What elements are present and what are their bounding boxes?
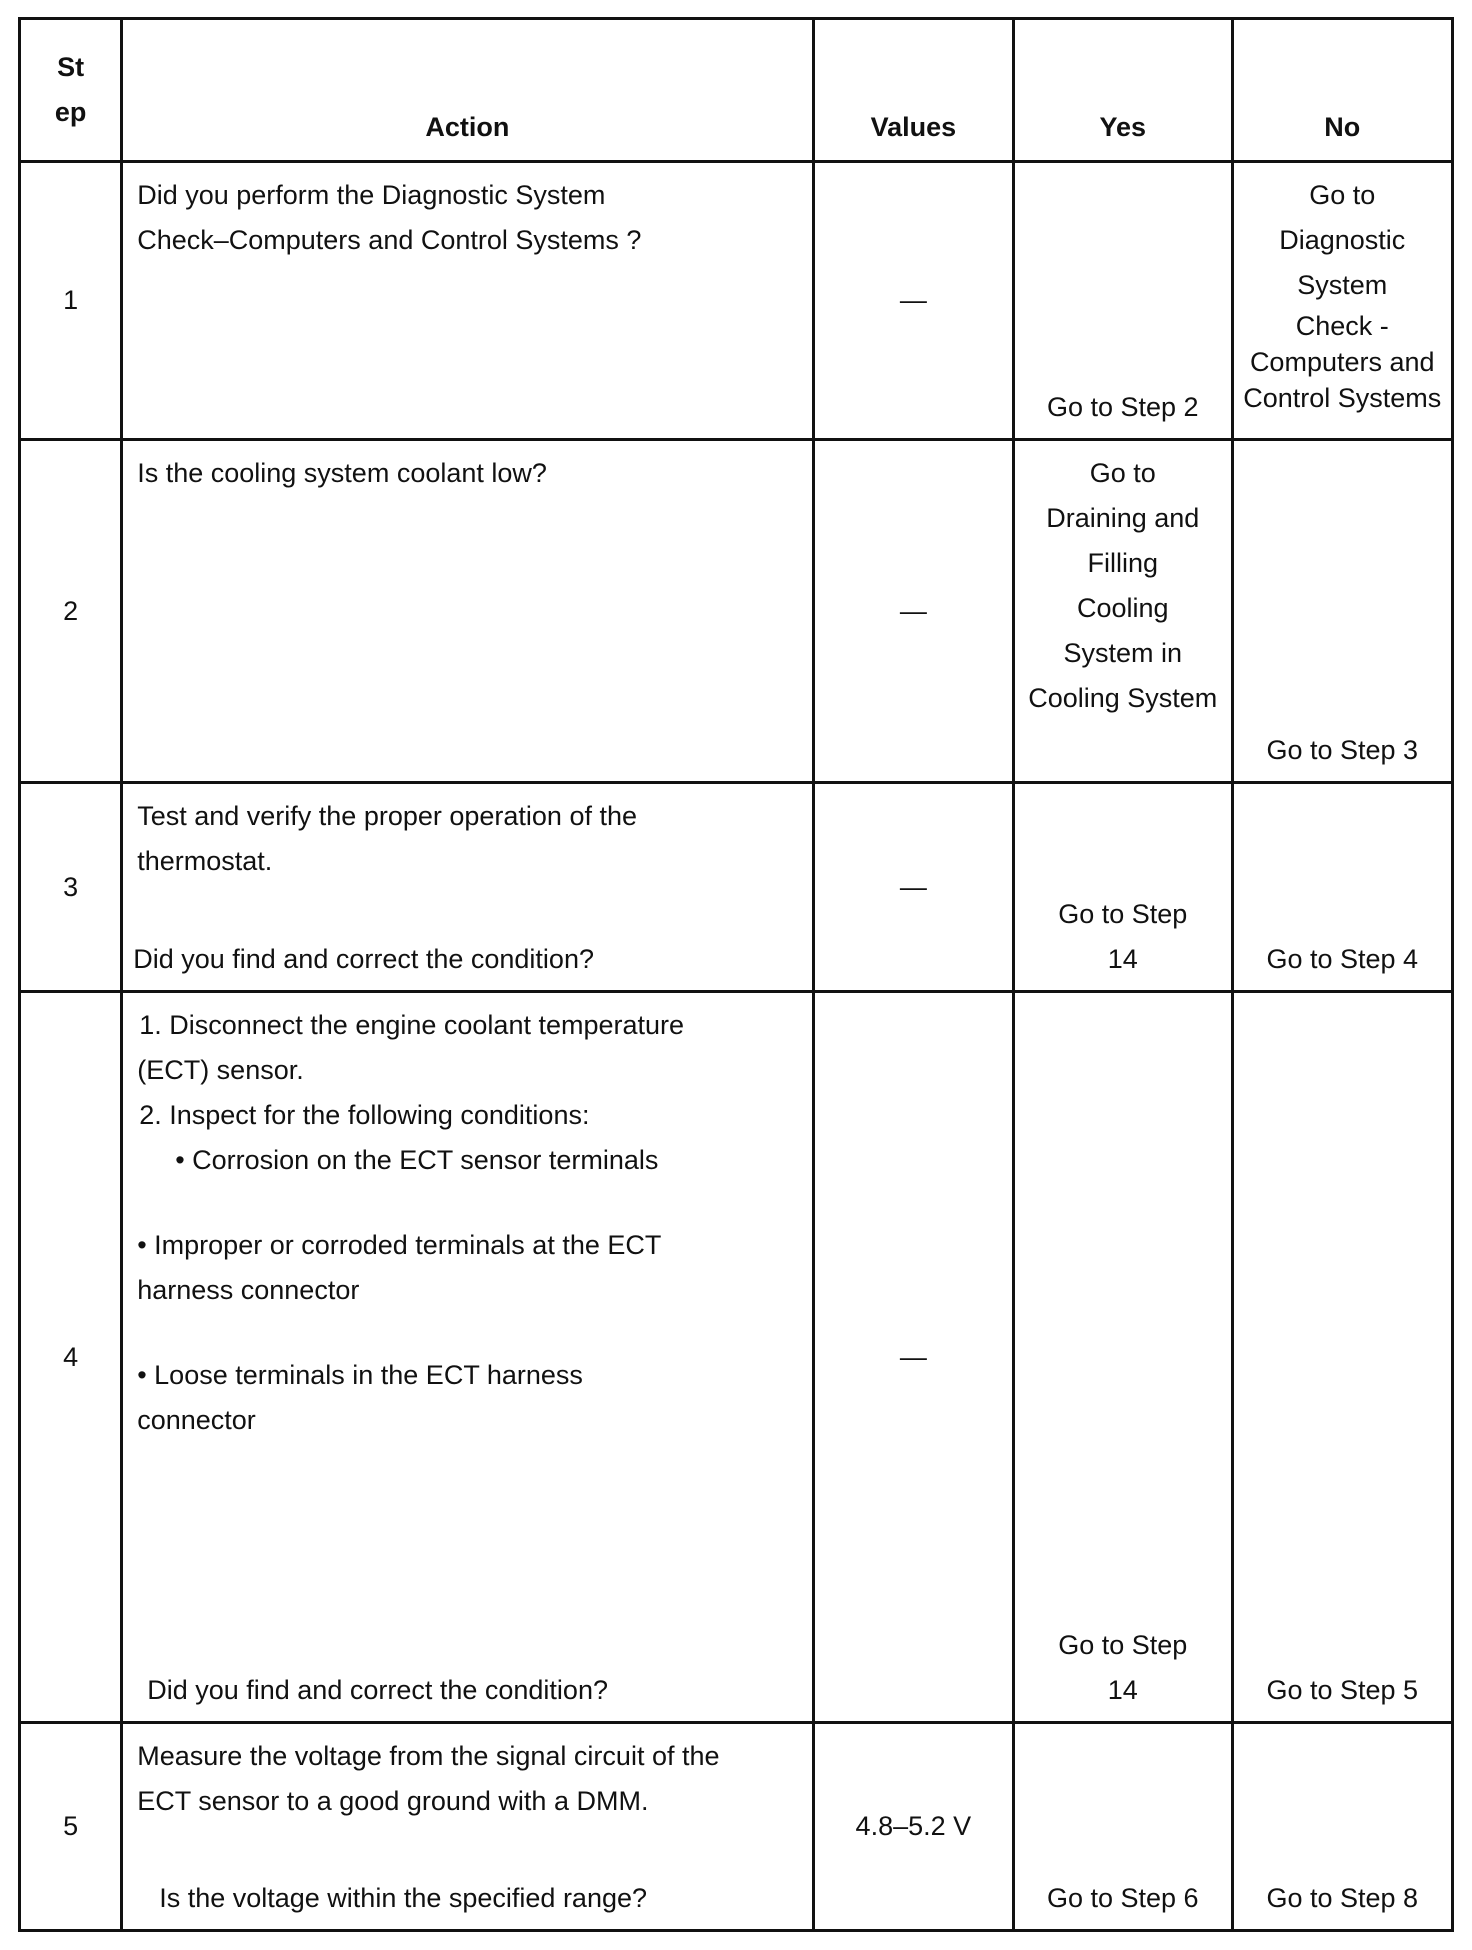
table-row — [20, 440, 1453, 783]
action-text: Measure the voltage from the signal circuit of the — [137, 1741, 720, 1771]
header-step — [20, 19, 122, 162]
yes-text: 14 — [1107, 1675, 1138, 1705]
yes-cell: Go to Step 6 — [1014, 1723, 1232, 1931]
yes-text: Go to Step — [1058, 1630, 1188, 1660]
header-step-line1: St — [57, 52, 85, 82]
step-number: 1 — [20, 162, 122, 440]
action-text: 2. Inspect for the following conditions: — [139, 1100, 590, 1130]
yes-text: System in — [1063, 638, 1183, 668]
table-row — [20, 1723, 1453, 1931]
yes-text: Go to — [1089, 458, 1156, 488]
action-text: thermostat. — [137, 846, 273, 876]
no-cell: Go to Step 4 — [1232, 783, 1453, 992]
action-cell — [122, 162, 813, 440]
diagnostic-table — [18, 17, 1454, 1932]
no-text: Go to — [1309, 180, 1376, 210]
no-cell: Go to Step 8 — [1232, 1723, 1453, 1931]
value-cell: — — [813, 440, 1013, 783]
no-text: Check - — [1295, 311, 1389, 341]
action-text: 1. Disconnect the engine coolant temperature — [139, 1010, 685, 1040]
no-text: Diagnostic — [1279, 225, 1406, 255]
step-number: 4 — [20, 992, 122, 1723]
yes-text: Cooling System — [1028, 683, 1218, 713]
step-number: 2 — [20, 440, 122, 783]
action-text: harness connector — [137, 1275, 360, 1305]
step-number: 5 — [20, 1723, 122, 1931]
value-cell: — — [813, 992, 1013, 1723]
step-number: 3 — [20, 783, 122, 992]
action-cell — [122, 440, 813, 783]
action-text: Check–Computers and Control Systems ? — [137, 225, 642, 255]
action-text: Is the cooling system coolant low? — [137, 458, 547, 488]
yes-text: Filling — [1087, 548, 1159, 578]
yes-text: 14 — [1107, 944, 1138, 974]
no-cell: Go to Step 3 — [1232, 440, 1453, 783]
header-values: Values — [813, 19, 1013, 162]
yes-text: Go to Step — [1058, 899, 1188, 929]
action-text: Did you perform the Diagnostic System — [137, 180, 606, 210]
yes-cell — [1014, 992, 1232, 1723]
yes-cell — [1014, 783, 1232, 992]
value-cell: 4.8–5.2 V — [813, 1723, 1013, 1931]
table-row — [20, 162, 1453, 440]
yes-cell: Go to Step 2 — [1014, 162, 1232, 440]
action-question: Did you find and correct the condition? — [133, 944, 594, 974]
no-cell — [1232, 162, 1453, 440]
no-cell: Go to Step 5 — [1232, 992, 1453, 1723]
value-cell: — — [813, 783, 1013, 992]
action-question: Is the voltage within the specified range? — [159, 1883, 648, 1913]
action-text: • Loose terminals in the ECT harness — [137, 1360, 583, 1390]
no-text: Computers and — [1249, 347, 1435, 377]
value-cell: — — [813, 162, 1013, 440]
header-row — [20, 19, 1453, 162]
header-action: Action — [122, 19, 813, 162]
table-row — [20, 992, 1453, 1723]
action-text: connector — [137, 1405, 256, 1435]
yes-text: Cooling — [1076, 593, 1169, 623]
no-text: Control Systems — [1243, 383, 1442, 413]
action-text: ECT sensor to a good ground with a DMM. — [137, 1786, 649, 1816]
action-text: Test and verify the proper operation of the — [137, 801, 638, 831]
action-question: Did you find and correct the condition? — [147, 1675, 608, 1705]
yes-cell — [1014, 440, 1232, 783]
yes-text: Draining and — [1046, 503, 1200, 533]
action-text: (ECT) sensor. — [137, 1055, 304, 1085]
action-cell — [122, 992, 813, 1723]
no-text: System — [1297, 270, 1388, 300]
action-cell — [122, 1723, 813, 1931]
header-step-line2: ep — [54, 97, 87, 127]
action-text: • Improper or corroded terminals at the ECT — [137, 1230, 662, 1260]
action-cell — [122, 783, 813, 992]
header-yes: Yes — [1014, 19, 1232, 162]
table-row — [20, 783, 1453, 992]
action-text: • Corrosion on the ECT sensor terminals — [175, 1145, 659, 1175]
header-no: No — [1232, 19, 1453, 162]
